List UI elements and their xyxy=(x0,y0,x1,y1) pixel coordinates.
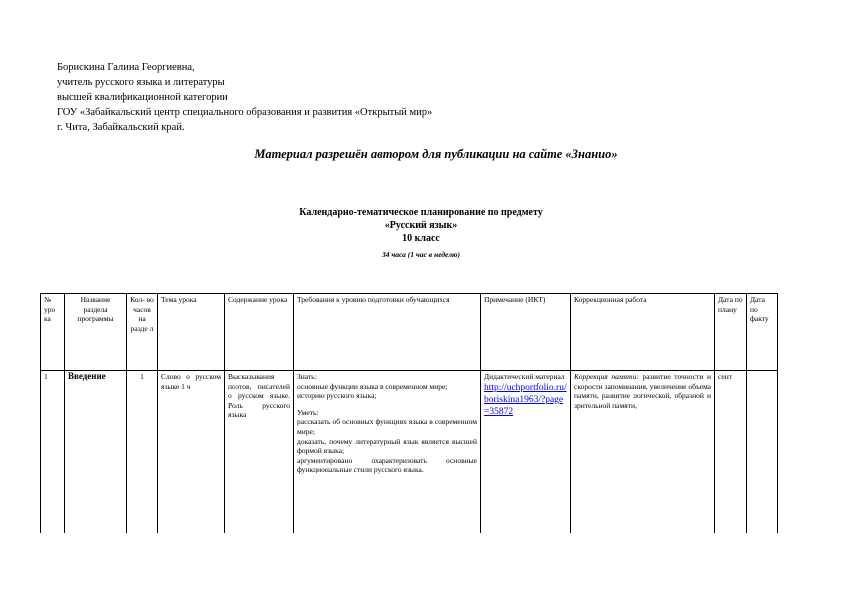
cell-correction xyxy=(571,371,715,534)
cell-date-fact xyxy=(747,371,778,534)
heading-title: Календарно-тематическое планирование по предмету xyxy=(299,207,543,218)
cell-date-plan: сент xyxy=(715,371,747,534)
cell-num: 1 xyxy=(41,371,65,534)
portfolio-link[interactable]: http://uchportfolio.ru/boriskina1963/?page=35872 xyxy=(484,382,567,417)
can-label: Уметь: xyxy=(297,407,319,417)
author-name: Борискина Галина Георгиевна, xyxy=(57,62,195,73)
header-num: № уро ка xyxy=(41,294,65,371)
header-note: Примечание (ИКТ) xyxy=(481,294,571,371)
can-item: доказать, почему литературный язык является высшей формой языка; xyxy=(297,436,477,456)
cell-topic: Слово о русском языке 1 ч xyxy=(158,371,225,534)
cell-content: Высказывания поэтов, писателей о русском языке. Роль русского языка xyxy=(225,371,294,534)
author-category: высшей квалификационной категории xyxy=(57,92,228,103)
know-item: основные функции языка в современном мире; xyxy=(297,381,448,391)
document-heading xyxy=(0,206,842,261)
can-item: рассказать об основных функциях языка в современном мире; xyxy=(297,417,477,436)
cell-section: Введение xyxy=(65,371,127,534)
header-requirements: Требования к уровню подготовки обучающихся xyxy=(294,294,481,371)
author-position: учитель русского языка и литературы xyxy=(57,77,225,88)
header-section: Название раздела программы xyxy=(65,294,127,371)
header-content: Содержание урока xyxy=(225,294,294,371)
publication-notice: Материал разрешён автором для публикации на сайте «Знанио» xyxy=(254,147,618,161)
author-org: ГОУ «Забайкальский центр специального образования и развития «Открытый мир» xyxy=(57,107,433,118)
table-header-row xyxy=(41,294,778,371)
correction-text: развитие точности и скорости запоминания, увеличение объема памяти, развитие логической, образной и зрительной памяти, xyxy=(574,372,711,410)
know-label: Знать: xyxy=(297,372,317,381)
cell-note xyxy=(481,371,571,534)
can-item: аргументировано охарактеризовать основные функциональные стили русского языка. xyxy=(297,455,477,475)
header-date-fact: Дата по факту xyxy=(747,294,778,371)
table-row xyxy=(41,371,778,534)
header-correction: Коррекционная работа xyxy=(571,294,715,371)
know-item: историю русского языка; xyxy=(297,391,377,401)
correction-label: Коррекция памяти: xyxy=(574,372,639,381)
planning-table xyxy=(40,293,778,533)
header-topic: Тема урока xyxy=(158,294,225,371)
note-text: Дидактический материал xyxy=(484,372,565,381)
author-block xyxy=(57,60,432,135)
heading-hours: 34 часа (1 час в неделю) xyxy=(381,250,461,259)
author-city: г. Чита, Забайкальский край. xyxy=(57,122,185,133)
cell-hours: 1 xyxy=(127,371,158,534)
heading-grade: 10 класс xyxy=(402,233,440,244)
heading-subject: «Русский язык» xyxy=(384,220,458,231)
header-date-plan: Дата по плану xyxy=(715,294,747,371)
cell-requirements xyxy=(294,371,481,534)
header-hours: Кол- во часов на разде л xyxy=(127,294,158,371)
